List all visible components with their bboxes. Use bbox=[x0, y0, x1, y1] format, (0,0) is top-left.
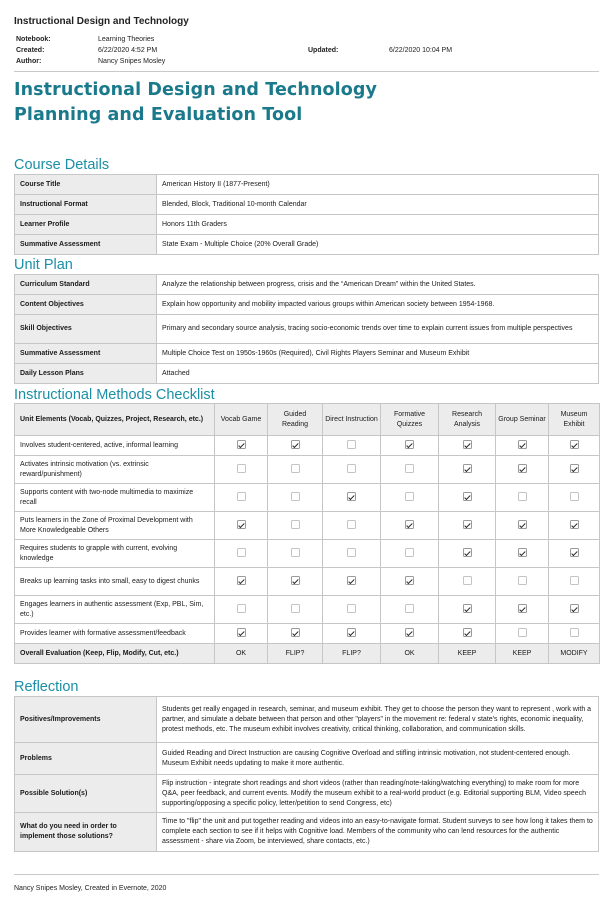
unit-plan-heading: Unit Plan bbox=[14, 257, 73, 273]
checkbox-unchecked[interactable] bbox=[463, 576, 472, 585]
checklist-cell bbox=[496, 568, 549, 596]
reflection-value: Students get really engaged in research, seminar, and museum exhibit. They get to choose the person they want to represent , work with a partner, and simulate a debate between that person and other "players" in the movement re: federal v state's rights, economic inequality, protest methods, etc. The museum exhibit involves creativity, critical thinking, collaboration, and communication skills. bbox=[157, 697, 599, 743]
unit-plan-row bbox=[15, 344, 599, 364]
checkbox-unchecked[interactable] bbox=[570, 576, 579, 585]
checkbox-checked[interactable] bbox=[518, 464, 527, 473]
checklist-cell bbox=[381, 568, 439, 596]
evaluation-value: OK bbox=[215, 644, 268, 664]
author-label: Author: bbox=[16, 58, 42, 65]
checkbox-unchecked[interactable] bbox=[405, 548, 414, 557]
checklist-cell bbox=[496, 596, 549, 624]
checklist-cell bbox=[496, 540, 549, 568]
evaluation-value: FLIP? bbox=[268, 644, 323, 664]
evaluation-label: Overall Evaluation (Keep, Flip, Modify, Cut, etc.) bbox=[15, 644, 215, 664]
checkbox-unchecked[interactable] bbox=[291, 604, 300, 613]
checklist-column-header: Group Seminar bbox=[496, 404, 549, 436]
checklist-cell bbox=[381, 436, 439, 456]
checklist-cell bbox=[268, 456, 323, 484]
checkbox-checked[interactable] bbox=[347, 628, 356, 637]
checkbox-unchecked[interactable] bbox=[405, 604, 414, 613]
created-label: Created: bbox=[16, 47, 45, 54]
checklist-cell bbox=[496, 436, 549, 456]
unit-plan-row bbox=[15, 364, 599, 384]
checkbox-checked[interactable] bbox=[463, 548, 472, 557]
checklist-cell bbox=[323, 436, 381, 456]
header-divider bbox=[14, 71, 599, 72]
checklist-row bbox=[15, 596, 600, 624]
checklist-cell bbox=[439, 596, 496, 624]
checklist-cell bbox=[215, 540, 268, 568]
footer-divider bbox=[14, 874, 599, 875]
checklist-cell bbox=[549, 568, 600, 596]
checklist-cell bbox=[439, 436, 496, 456]
checkbox-checked[interactable] bbox=[291, 576, 300, 585]
checkbox-checked[interactable] bbox=[405, 628, 414, 637]
checklist-cell bbox=[381, 624, 439, 644]
checkbox-checked[interactable] bbox=[405, 520, 414, 529]
checklist-cell bbox=[549, 512, 600, 540]
checklist-cell bbox=[381, 540, 439, 568]
checklist-column-header: Vocab Game bbox=[215, 404, 268, 436]
unit-plan-label: Curriculum Standard bbox=[15, 275, 157, 295]
checkbox-checked[interactable] bbox=[291, 628, 300, 637]
checklist-cell bbox=[215, 484, 268, 512]
course-detail-value: Blended, Block, Traditional 10-month Calendar bbox=[157, 195, 599, 215]
checkbox-checked[interactable] bbox=[347, 576, 356, 585]
checklist-cell bbox=[549, 456, 600, 484]
document-title-line-1: Instructional Design and Technology bbox=[14, 80, 377, 100]
checkbox-unchecked[interactable] bbox=[518, 492, 527, 501]
checkbox-checked[interactable] bbox=[237, 576, 246, 585]
checkbox-checked[interactable] bbox=[237, 628, 246, 637]
checklist-criterion: Activates intrinsic motivation (vs. extrinsic reward/punishment) bbox=[15, 456, 215, 484]
unit-plan-row bbox=[15, 275, 599, 295]
checkbox-checked[interactable] bbox=[405, 576, 414, 585]
unit-plan-label: Content Objectives bbox=[15, 295, 157, 315]
reflection-label: Possible Solution(s) bbox=[15, 775, 157, 813]
checklist-cell bbox=[439, 540, 496, 568]
checklist-cell bbox=[496, 484, 549, 512]
checkbox-checked[interactable] bbox=[405, 440, 414, 449]
checkbox-checked[interactable] bbox=[570, 604, 579, 613]
checklist-heading: Instructional Methods Checklist bbox=[14, 387, 215, 403]
course-details-heading: Course Details bbox=[14, 157, 110, 173]
evaluation-value: KEEP bbox=[496, 644, 549, 664]
notebook-value[interactable]: Learning Theories bbox=[98, 36, 155, 43]
checklist-row bbox=[15, 484, 600, 512]
checklist-cell bbox=[215, 512, 268, 540]
evaluation-value: OK bbox=[381, 644, 439, 664]
checklist-cell bbox=[381, 596, 439, 624]
reflection-row bbox=[15, 813, 599, 852]
checkbox-checked[interactable] bbox=[237, 440, 246, 449]
checklist-row bbox=[15, 624, 600, 644]
updated-label: Updated: bbox=[308, 47, 339, 54]
checkbox-unchecked[interactable] bbox=[237, 604, 246, 613]
checkbox-checked[interactable] bbox=[237, 520, 246, 529]
checkbox-unchecked[interactable] bbox=[237, 492, 246, 501]
checklist-cell bbox=[323, 568, 381, 596]
checklist-cell bbox=[381, 512, 439, 540]
checklist-criterion: Breaks up learning tasks into small, easy to digest chunks bbox=[15, 568, 215, 596]
checklist-cell bbox=[381, 456, 439, 484]
checklist-row bbox=[15, 456, 600, 484]
checklist-cell bbox=[381, 484, 439, 512]
checkbox-unchecked[interactable] bbox=[570, 628, 579, 637]
checklist-cell bbox=[496, 512, 549, 540]
checkbox-checked[interactable] bbox=[570, 440, 579, 449]
checklist-header-row bbox=[15, 404, 600, 436]
unit-plan-label: Summative Assessment bbox=[15, 344, 157, 364]
checkbox-unchecked[interactable] bbox=[291, 464, 300, 473]
evaluation-value: KEEP bbox=[439, 644, 496, 664]
checklist-cell bbox=[268, 540, 323, 568]
checkbox-unchecked[interactable] bbox=[570, 492, 579, 501]
course-detail-label: Learner Profile bbox=[15, 215, 157, 235]
unit-plan-row bbox=[15, 315, 599, 344]
reflection-value: Time to "flip" the unit and put together reading and videos into an easy-to-navigate format. Student surveys to see how long it takes them to complete each section to see if it helps with Cognitive load. Members of the community who can lend resources for the authentic assessment - share via Zoom, be interviewed, share contacts, etc.) bbox=[157, 813, 599, 852]
checkbox-unchecked[interactable] bbox=[291, 520, 300, 529]
checklist-cell bbox=[215, 436, 268, 456]
author-value: Nancy Snipes Mosley bbox=[98, 58, 166, 65]
checkbox-unchecked[interactable] bbox=[405, 492, 414, 501]
evaluation-value: MODIFY bbox=[549, 644, 600, 664]
reflection-label: What do you need in order to implement those solutions? bbox=[15, 813, 157, 852]
checklist-cell bbox=[439, 456, 496, 484]
methods-checklist-table bbox=[14, 403, 600, 664]
reflection-table bbox=[14, 696, 599, 852]
checkbox-unchecked[interactable] bbox=[347, 548, 356, 557]
checkbox-checked[interactable] bbox=[347, 492, 356, 501]
checklist-cell bbox=[323, 540, 381, 568]
checklist-cell bbox=[268, 624, 323, 644]
checklist-criterion: Engages learners in authentic assessment (Exp, PBL, Sim, etc.) bbox=[15, 596, 215, 624]
course-detail-value: State Exam - Multiple Choice (20% Overall Grade) bbox=[157, 235, 599, 255]
checkbox-checked[interactable] bbox=[518, 604, 527, 613]
reflection-label: Problems bbox=[15, 743, 157, 775]
course-detail-row bbox=[15, 195, 599, 215]
course-details-table bbox=[14, 174, 599, 255]
checkbox-unchecked[interactable] bbox=[291, 548, 300, 557]
unit-plan-row bbox=[15, 295, 599, 315]
checkbox-checked[interactable] bbox=[463, 492, 472, 501]
course-detail-value: American History II (1877-Present) bbox=[157, 175, 599, 195]
checklist-cell bbox=[215, 456, 268, 484]
checkbox-checked[interactable] bbox=[570, 520, 579, 529]
checklist-criterion: Puts learners in the Zone of Proximal Development with More Knowledgeable Others bbox=[15, 512, 215, 540]
checklist-column-header: Formative Quizzes bbox=[381, 404, 439, 436]
checkbox-checked[interactable] bbox=[463, 520, 472, 529]
checklist-column-header: Guided Reading bbox=[268, 404, 323, 436]
unit-plan-table bbox=[14, 274, 599, 384]
unit-plan-label: Skill Objectives bbox=[15, 315, 157, 344]
checkbox-checked[interactable] bbox=[291, 440, 300, 449]
checklist-cell bbox=[268, 596, 323, 624]
checklist-row bbox=[15, 540, 600, 568]
unit-plan-value: Primary and secondary source analysis, tracing socio-economic trends over time to explain current issues from multiple perspectives bbox=[157, 315, 599, 344]
checklist-cell bbox=[549, 484, 600, 512]
checkbox-unchecked[interactable] bbox=[347, 520, 356, 529]
checkbox-checked[interactable] bbox=[463, 628, 472, 637]
checklist-column-header: Direct Instruction bbox=[323, 404, 381, 436]
reflection-value: Flip instruction - integrate short readings and short videos (rather than reading/note-taking/watching everything) to make room for more Q&A, peer feedback, and current events. Modify the museum exhibit to a real-world product (e.g. Editorial supporting BLM, Video speech supporting/opposing a specific policy, letter/petition to send Congress, etc) bbox=[157, 775, 599, 813]
checkbox-checked[interactable] bbox=[463, 604, 472, 613]
checklist-criterion: Provides learner with formative assessment/feedback bbox=[15, 624, 215, 644]
reflection-value: Guided Reading and Direct Instruction are causing Cognitive Overload and stifling intrinsic motivation, not student-centered enough. Museum Exhibit needs updating to make it more authentic. bbox=[157, 743, 599, 775]
checklist-criterion: Requires students to grapple with current, evolving knowledge bbox=[15, 540, 215, 568]
checkbox-unchecked[interactable] bbox=[347, 604, 356, 613]
checkbox-unchecked[interactable] bbox=[347, 464, 356, 473]
unit-plan-value: Attached bbox=[157, 364, 599, 384]
reflection-row bbox=[15, 697, 599, 743]
checkbox-checked[interactable] bbox=[518, 548, 527, 557]
checkbox-unchecked[interactable] bbox=[518, 628, 527, 637]
footer-text: Nancy Snipes Mosley, Created in Evernote, 2020 bbox=[14, 885, 167, 892]
checklist-cell bbox=[215, 624, 268, 644]
course-detail-row bbox=[15, 235, 599, 255]
unit-plan-value: Explain how opportunity and mobility impacted various groups within American society between 1954-1968. bbox=[157, 295, 599, 315]
reflection-label: Positives/Improvements bbox=[15, 697, 157, 743]
reflection-row bbox=[15, 743, 599, 775]
unit-plan-label: Daily Lesson Plans bbox=[15, 364, 157, 384]
checklist-cell bbox=[439, 568, 496, 596]
checklist-cell bbox=[439, 512, 496, 540]
checkbox-checked[interactable] bbox=[518, 440, 527, 449]
checkbox-unchecked[interactable] bbox=[518, 576, 527, 585]
checklist-cell bbox=[549, 624, 600, 644]
reflection-row bbox=[15, 775, 599, 813]
checkbox-checked[interactable] bbox=[463, 464, 472, 473]
checklist-cell bbox=[323, 512, 381, 540]
checklist-row bbox=[15, 568, 600, 596]
checkbox-unchecked[interactable] bbox=[405, 464, 414, 473]
checklist-cell bbox=[215, 596, 268, 624]
checklist-cell bbox=[549, 436, 600, 456]
checklist-cell bbox=[268, 512, 323, 540]
checklist-cell bbox=[496, 456, 549, 484]
checklist-cell bbox=[323, 484, 381, 512]
checklist-cell bbox=[496, 624, 549, 644]
course-detail-label: Course Title bbox=[15, 175, 157, 195]
unit-plan-value: Multiple Choice Test on 1950s-1960s (Required), Civil Rights Players Seminar and Museum Exhibit bbox=[157, 344, 599, 364]
created-value: 6/22/2020 4:52 PM bbox=[98, 47, 158, 54]
checklist-cell bbox=[439, 484, 496, 512]
checklist-criterion: Supports content with two-node multimedia to maximize recall bbox=[15, 484, 215, 512]
course-detail-label: Summative Assessment bbox=[15, 235, 157, 255]
checklist-evaluation-row bbox=[15, 644, 600, 664]
checklist-cell bbox=[215, 568, 268, 596]
updated-value: 6/22/2020 10:04 PM bbox=[389, 47, 453, 54]
checklist-cell bbox=[549, 596, 600, 624]
unit-plan-value: Analyze the relationship between progress, crisis and the “American Dream” within the United States. bbox=[157, 275, 599, 295]
checklist-row bbox=[15, 512, 600, 540]
document-title-line-2: Planning and Evaluation Tool bbox=[14, 105, 303, 125]
note-title: Instructional Design and Technology bbox=[14, 16, 189, 27]
checklist-criterion: Involves student-centered, active, informal learning bbox=[15, 436, 215, 456]
checklist-cell bbox=[268, 436, 323, 456]
checklist-column-header: Research Analysis bbox=[439, 404, 496, 436]
checkbox-unchecked[interactable] bbox=[291, 492, 300, 501]
checklist-cell bbox=[323, 624, 381, 644]
checklist-cell bbox=[549, 540, 600, 568]
checklist-row bbox=[15, 436, 600, 456]
checklist-corner-header: Unit Elements (Vocab, Quizzes, Project, Research, etc.) bbox=[15, 404, 215, 436]
checkbox-checked[interactable] bbox=[570, 548, 579, 557]
course-detail-row bbox=[15, 175, 599, 195]
course-detail-label: Instructional Format bbox=[15, 195, 157, 215]
evaluation-value: FLIP? bbox=[323, 644, 381, 664]
reflection-heading: Reflection bbox=[14, 679, 79, 695]
checklist-cell bbox=[323, 596, 381, 624]
checkbox-checked[interactable] bbox=[570, 464, 579, 473]
checkbox-unchecked[interactable] bbox=[237, 464, 246, 473]
checkbox-unchecked[interactable] bbox=[237, 548, 246, 557]
checklist-cell bbox=[323, 456, 381, 484]
checklist-cell bbox=[439, 624, 496, 644]
course-detail-row bbox=[15, 215, 599, 235]
notebook-label: Notebook: bbox=[16, 36, 51, 43]
checkbox-checked[interactable] bbox=[518, 520, 527, 529]
course-detail-value: Honors 11th Graders bbox=[157, 215, 599, 235]
checkbox-checked[interactable] bbox=[463, 440, 472, 449]
checklist-cell bbox=[268, 484, 323, 512]
checklist-cell bbox=[268, 568, 323, 596]
checkbox-unchecked[interactable] bbox=[347, 440, 356, 449]
checklist-column-header: Museum Exhibit bbox=[549, 404, 600, 436]
